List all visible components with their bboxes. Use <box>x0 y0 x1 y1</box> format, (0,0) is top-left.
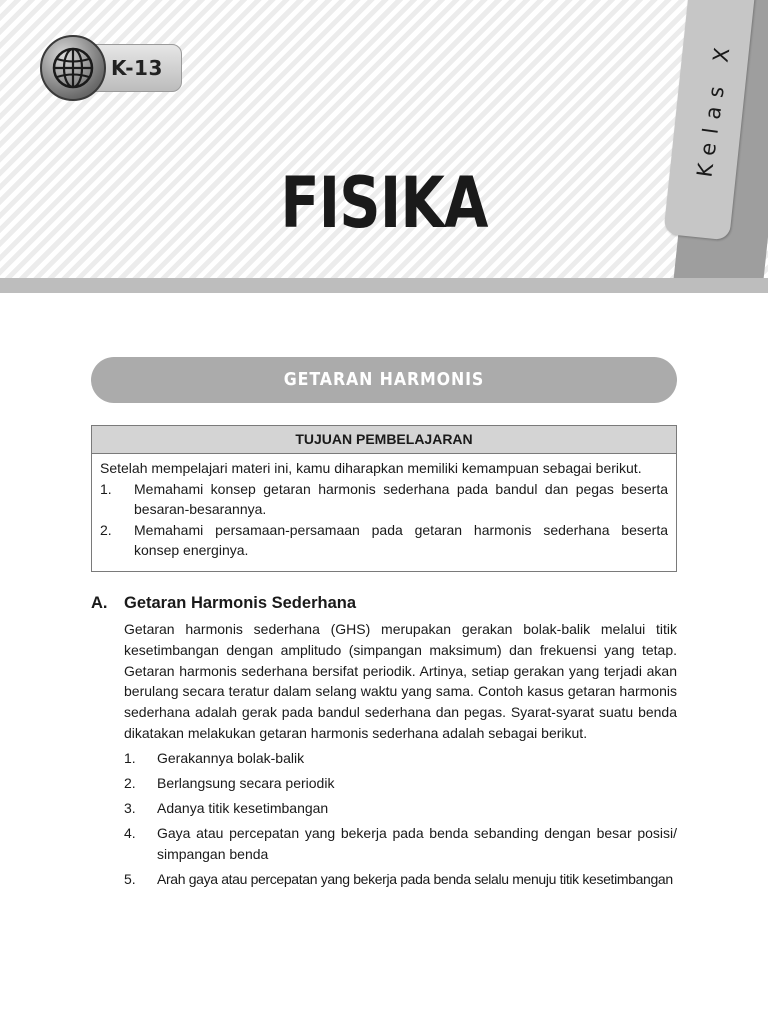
section-heading <box>91 594 356 613</box>
list-number: 3. <box>124 800 136 816</box>
list-item <box>124 748 677 769</box>
objective-text: Memahami konsep getaran harmonis sederhana pada bandul dan pegas beserta besaran-besarannya. <box>134 480 668 517</box>
chapter-banner <box>91 357 677 403</box>
objective-item <box>100 479 668 520</box>
requirements-list <box>124 748 677 894</box>
section-paragraph: Getaran harmonis sederhana (GHS) merupakan gerakan bolak-balik melalui titik kesetimbangan dengan amplitudo (simpangan maksimum) dan frekuensi yang tetap. Getaran harmonis sederhana bersifat periodik. Artinya, setiap gerakan yang terjadi akan berulang secara teratur dalam selang waktu yang sama. Contoh kasus getaran harmonis sederhana adalah gerak pada bandul sederhana dan pegas. Syarat-syarat suatu benda dikatakan melakukan getaran harmonis sederhana adalah sebagai berikut. <box>124 621 677 741</box>
objective-item <box>100 520 668 561</box>
learning-objectives-body <box>92 454 676 561</box>
subject-title: FISIKA <box>280 162 488 244</box>
list-text: Gaya atau percepatan yang bekerja pada benda sebanding dengan besar posisi/ simpangan benda <box>157 825 677 862</box>
learning-objectives-box <box>91 425 677 572</box>
page-header <box>0 0 768 278</box>
objective-text: Memahami persamaan-persamaan pada getaran harmonis sederhana beserta konsep energinya. <box>134 521 668 558</box>
objective-number: 2. <box>100 521 112 538</box>
section-title: Getaran Harmonis Sederhana <box>124 594 356 612</box>
globe-icon <box>40 35 106 101</box>
list-item <box>124 823 677 865</box>
grade-label: Kelas X <box>692 37 736 179</box>
list-number: 2. <box>124 775 136 791</box>
list-number: 4. <box>124 825 136 841</box>
list-text: Arah gaya atau percepatan yang bekerja pada benda selalu menuju titik kesetimbangan <box>157 871 673 887</box>
curriculum-badge-label: K-13 <box>111 56 163 80</box>
learning-objectives-intro: Setelah mempelajari materi ini, kamu diharapkan memiliki kemampuan sebagai berikut. <box>100 460 642 476</box>
list-item <box>124 869 677 890</box>
objective-number: 1. <box>100 480 112 497</box>
list-text: Berlangsung secara periodik <box>157 775 335 791</box>
list-text: Adanya titik kesetimbangan <box>157 800 329 816</box>
list-item <box>124 773 677 794</box>
list-item <box>124 798 677 819</box>
list-text: Gerakannya bolak-balik <box>157 750 305 766</box>
learning-objectives-heading: TUJUAN PEMBELAJARAN <box>92 426 676 454</box>
header-divider <box>0 278 768 293</box>
list-number: 5. <box>124 871 136 887</box>
list-number: 1. <box>124 750 136 766</box>
chapter-title: GETARAN HARMONIS <box>283 369 485 390</box>
section-letter: A. <box>91 594 108 612</box>
